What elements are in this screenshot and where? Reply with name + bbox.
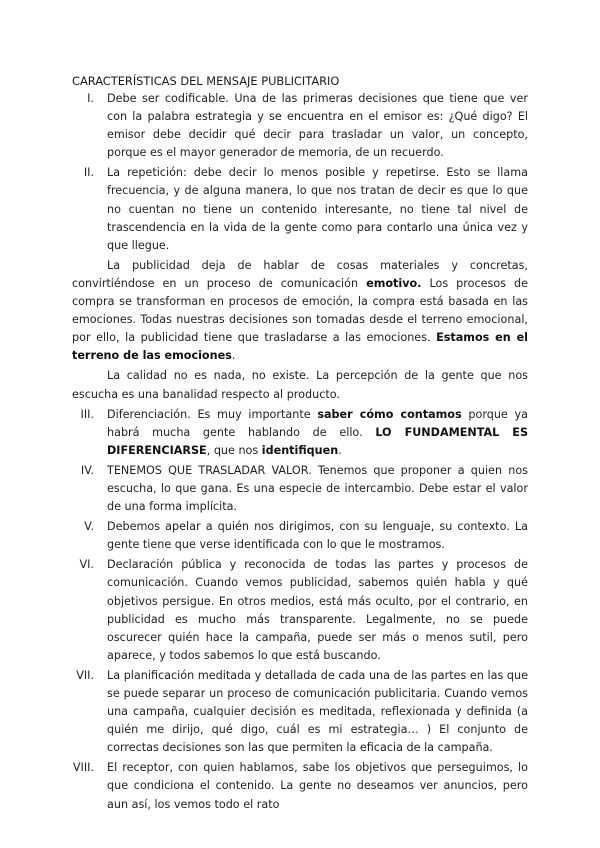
bold-saber-como: saber cómo contamos — [317, 407, 462, 421]
item-number: III. — [80, 407, 94, 421]
bold-identifiquen: identifiquen — [261, 443, 339, 457]
item-number: VIII. — [72, 761, 94, 775]
list-item-vi — [72, 556, 528, 665]
item-number: IV. — [80, 463, 94, 477]
list-item-viii — [72, 759, 528, 813]
item-text: La planificación meditada y detallada de cada una de las partes en las que se puede separar un proceso de comunicación publicitaria. Cuando vemos una campaña, cualquier decisión es meditada, reflexionada y definida (a quién me dirijo, qué digo, cuál es mi estrategia… ) El conjunto de correctas decisiones son las que permiten la eficacia de la campaña. — [107, 668, 528, 755]
item-text: La repetición: debe decir lo menos posible y repetirse. Esto se llama frecuencia, y de alguna manera, lo que nos tratan de decir es que lo que no cuentan no tiene un contenido interesante, no tiene tal nivel de trascendencia en la vida de la gente como para contarlo una única vez y que llegue. — [107, 166, 528, 252]
list-item-iii — [72, 406, 528, 460]
paragraph-quality: La calidad no es nada, no existe. La percepción de la gente que nos escucha es una banalidad respecto al producto. — [72, 369, 528, 401]
item-text: El receptor, con quien hablamos, sabe los objetivos que perseguimos, lo que condiciona el contenido. La gente no deseamos ver anuncios, pero aun así, los vemos todo el rato — [107, 761, 528, 811]
item-text: porque ya habrá mucha gente hablando de ello. — [107, 407, 529, 439]
item-text: Declaración pública y reconocida de todas las partes y procesos de comunicación. Cuando vemos publicidad, sabemos quién habla y qué objetivos persigue. En otros medios, está más oculto, por el contrario, en publicidad es mucho más transparente. Legalmente, no se puede oscurecer quién hace la campaña, puede ser más o menos sutil, pero aparece, y todos sabemos lo que está buscando. — [107, 558, 528, 662]
paragraph-text: Los procesos de compra se transforman en procesos de emoción, la compra está basada en las emociones. Todas nuestras decisiones son tomadas desde el terreno emocional, por ello, la publicidad tiene que trasladarse a las emociones. — [72, 276, 528, 345]
list-item-v — [72, 518, 528, 554]
paragraph-text: . — [231, 349, 236, 363]
item-number: VI. — [79, 558, 94, 572]
item-number: V. — [84, 520, 94, 534]
list-item-ii — [72, 164, 528, 254]
paragraph-emotions — [72, 257, 528, 366]
item-number: II. — [83, 166, 94, 180]
item-number: I. — [87, 92, 94, 105]
item-text: . — [338, 443, 342, 457]
list-item-vii — [72, 667, 528, 757]
item-text: Debemos apelar a quién nos dirigimos, con su lenguaje, su contexto. La gente tiene que verse identificada con lo que le mostramos. — [107, 520, 528, 552]
item-text: , que nos — [206, 443, 262, 457]
item-text: TENEMOS QUE TRASLADAR VALOR. Tenemos que proponer a quien nos escucha, lo que gana. Es una especie de intercambio. Debe estar el valor de una forma implícita. — [107, 463, 528, 514]
list-item-iv — [72, 462, 528, 516]
bold-emotivo: emotivo. — [366, 276, 422, 290]
bold-diferenciarse: LO FUNDAMENTAL ES DIFERENCIARSE — [107, 425, 528, 457]
list-item-i — [72, 90, 528, 162]
item-text: Debe ser codificable. Una de las primeras decisiones que tiene que ver con la palabra estrategia y se encuentra en el emisor es: ¿Qué digo? El emisor debe decidir qué decir para trasladar un valor, un concepto, porque es el mayor generador de memoria, de un recuerdo. — [107, 92, 528, 160]
item-number: VII. — [76, 668, 94, 682]
bold-emotions-statement: Estamos en el terreno de las emociones — [72, 331, 529, 363]
item-text: Diferenciación. Es muy importante — [107, 407, 318, 421]
paragraph-text: La publicidad deja de hablar de cosas materiales y concretas, convirtiéndose en un proceso de comunicación — [72, 258, 528, 290]
document-title: CARACTERÍSTICAS DEL MENSAJE PUBLICITARIO — [72, 74, 340, 88]
